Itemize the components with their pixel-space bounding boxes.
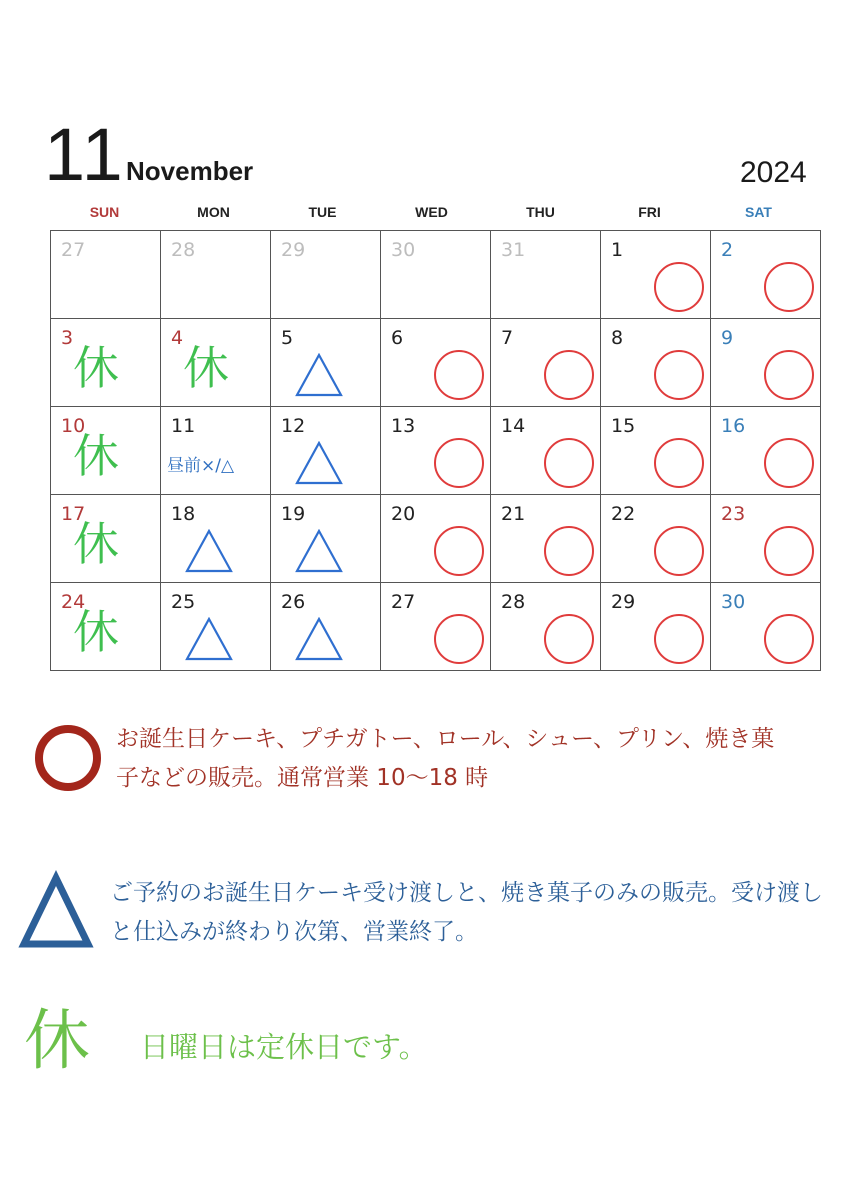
day-cell — [601, 407, 711, 495]
day-number: 21 — [501, 503, 526, 525]
day-number: 14 — [501, 415, 526, 437]
day-cell — [711, 319, 821, 407]
day-number: 11 — [171, 415, 196, 437]
legend-circle-icon — [32, 722, 104, 794]
closed-day-symbol: 休 — [73, 341, 119, 395]
day-cell — [51, 319, 161, 407]
calendar-week-row — [51, 407, 821, 495]
month-name: November — [126, 156, 254, 186]
day-number: 24 — [61, 591, 86, 613]
day-number: 6 — [391, 327, 404, 349]
day-number: 28 — [501, 591, 526, 613]
day-number: 28 — [171, 239, 196, 261]
day-cell — [381, 319, 491, 407]
calendar-week-row — [51, 319, 821, 407]
open-circle-icon — [543, 437, 595, 489]
weekday-sat: SAT — [745, 204, 772, 220]
day-cell — [601, 495, 711, 583]
weekday-tue: TUE — [308, 204, 337, 220]
day-cell — [161, 495, 271, 583]
day-cell — [491, 495, 601, 583]
open-circle-icon — [653, 437, 705, 489]
legend-triangle-text: ご予約のお誕生日ケーキ受け渡しと、焼き菓子のみの販売。受け渡しと仕込みが終わり次第、営業終了。 — [110, 880, 823, 945]
calendar-week-row — [51, 231, 821, 319]
day-number: 17 — [61, 503, 86, 525]
legend-circle-text: お誕生日ケーキ、プチガトー、ロール、シュー、プリン、焼き菓子などの販売。通常営業 10〜18 時 — [116, 726, 775, 791]
day-cell — [381, 407, 491, 495]
day-cell — [271, 231, 381, 319]
legend-triangle-icon — [18, 870, 94, 950]
day-cell — [161, 583, 271, 671]
partial-triangle-icon — [185, 617, 233, 661]
calendar-grid — [50, 230, 821, 671]
day-number: 13 — [391, 415, 416, 437]
day-number: 15 — [611, 415, 636, 437]
day-cell — [381, 583, 491, 671]
day-cell — [161, 231, 271, 319]
open-circle-icon — [763, 525, 815, 577]
legend-closed-symbol: 休 — [24, 1002, 90, 1079]
open-circle-icon — [653, 613, 705, 665]
month-number: 11 — [44, 113, 125, 196]
open-circle-icon — [433, 613, 485, 665]
day-cell — [601, 231, 711, 319]
open-circle-icon — [763, 261, 815, 313]
day-number: 16 — [721, 415, 746, 437]
day-cell — [51, 407, 161, 495]
day-cell — [271, 583, 381, 671]
day-number: 26 — [281, 591, 306, 613]
day-cell — [601, 319, 711, 407]
day-cell — [51, 495, 161, 583]
day-number: 20 — [391, 503, 416, 525]
day-cell — [711, 231, 821, 319]
day-number: 2 — [721, 239, 734, 261]
open-circle-icon — [763, 349, 815, 401]
day-number: 29 — [281, 239, 306, 261]
day-cell — [711, 583, 821, 671]
day-cell — [491, 231, 601, 319]
partial-triangle-icon — [295, 529, 343, 573]
day-number: 27 — [391, 591, 416, 613]
calendar-week-row — [51, 583, 821, 671]
day-cell — [271, 319, 381, 407]
day-number: 25 — [171, 591, 196, 613]
partial-triangle-icon — [295, 353, 343, 397]
day-number: 7 — [501, 327, 514, 349]
partial-triangle-icon — [295, 617, 343, 661]
open-circle-icon — [763, 613, 815, 665]
day-number: 4 — [171, 327, 184, 349]
day-cell — [271, 407, 381, 495]
day-cell — [161, 319, 271, 407]
day-number: 23 — [721, 503, 746, 525]
closed-day-symbol: 休 — [183, 341, 229, 395]
open-circle-icon — [433, 349, 485, 401]
day-number: 9 — [721, 327, 734, 349]
weekday-fri: FRI — [638, 204, 661, 220]
day-number: 29 — [611, 591, 636, 613]
legend-closed-text: 日曜日は定休日です。 — [140, 1030, 428, 1064]
open-circle-icon — [543, 613, 595, 665]
closed-day-symbol: 休 — [73, 605, 119, 659]
day-cell — [711, 407, 821, 495]
open-circle-icon — [543, 349, 595, 401]
open-circle-icon — [433, 525, 485, 577]
closed-day-symbol: 休 — [73, 429, 119, 483]
calendar-week-row — [51, 495, 821, 583]
day-number: 27 — [61, 239, 86, 261]
weekday-sun: SUN — [89, 204, 120, 220]
day-number: 30 — [721, 591, 746, 613]
day-note: 昼前×/△ — [167, 456, 235, 476]
day-cell — [161, 407, 271, 495]
weekday-header-row — [50, 204, 813, 224]
open-circle-icon — [653, 261, 705, 313]
day-number: 18 — [171, 503, 196, 525]
weekday-wed: WED — [415, 204, 448, 220]
open-circle-icon — [653, 349, 705, 401]
day-number: 8 — [611, 327, 624, 349]
partial-triangle-icon — [185, 529, 233, 573]
day-cell — [271, 495, 381, 583]
day-cell — [381, 231, 491, 319]
day-number: 12 — [281, 415, 306, 437]
open-circle-icon — [433, 437, 485, 489]
open-circle-icon — [543, 525, 595, 577]
year: 2024 — [740, 156, 807, 189]
weekday-thu: THU — [526, 204, 555, 220]
day-cell — [51, 583, 161, 671]
day-cell — [51, 231, 161, 319]
partial-triangle-icon — [295, 441, 343, 485]
day-number: 30 — [391, 239, 416, 261]
day-number: 10 — [61, 415, 86, 437]
day-number: 1 — [611, 239, 624, 261]
day-number: 31 — [501, 239, 526, 261]
day-number: 5 — [281, 327, 294, 349]
open-circle-icon — [763, 437, 815, 489]
day-cell — [491, 319, 601, 407]
day-number: 19 — [281, 503, 306, 525]
day-cell — [711, 495, 821, 583]
day-cell — [381, 495, 491, 583]
closed-day-symbol: 休 — [73, 517, 119, 571]
day-cell — [491, 407, 601, 495]
day-number: 22 — [611, 503, 636, 525]
weekday-mon: MON — [197, 204, 230, 220]
day-cell — [491, 583, 601, 671]
day-number: 3 — [61, 327, 74, 349]
open-circle-icon — [653, 525, 705, 577]
day-cell — [601, 583, 711, 671]
